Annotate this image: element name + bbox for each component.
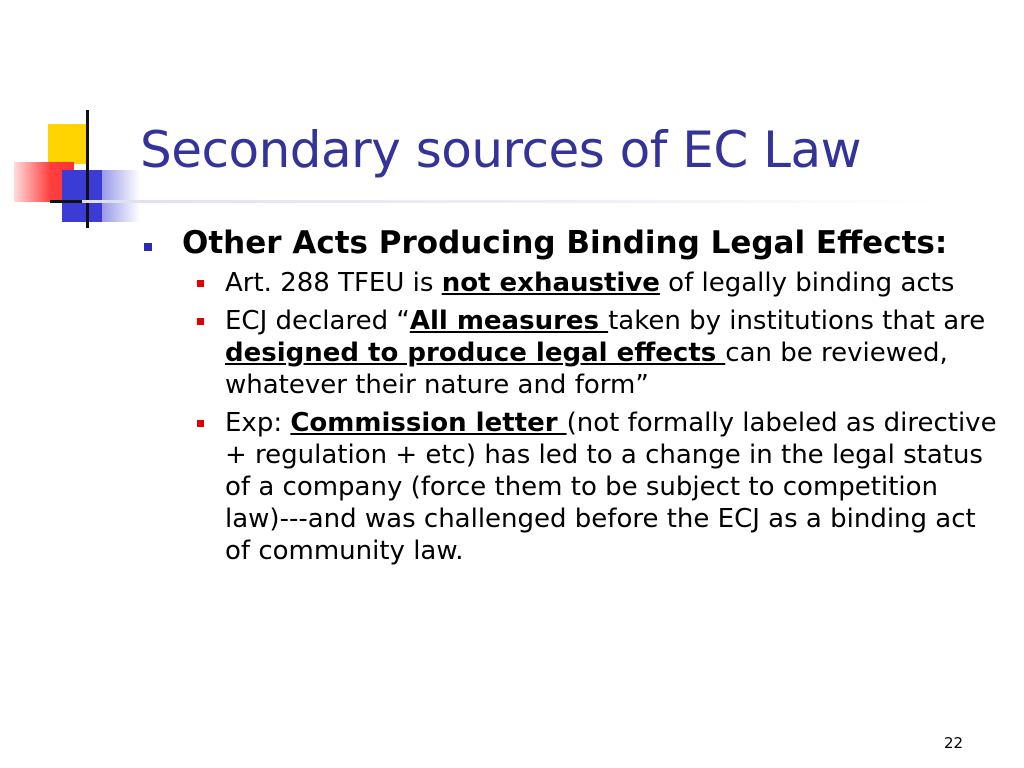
vertical-line xyxy=(86,110,89,228)
main-bullet-text: Other Acts Producing Binding Legal Effects: xyxy=(182,225,948,261)
sub-bullet-emphasis: not exhaustive xyxy=(441,268,660,298)
overlapping-squares-logo-icon xyxy=(0,0,150,240)
sub-bullet-text: Art. 288 TFEU is xyxy=(225,268,442,298)
square-bullet-icon xyxy=(197,280,204,287)
blue-square-fade xyxy=(100,170,140,222)
sub-bullet-item xyxy=(144,407,1004,567)
sub-bullet-item xyxy=(144,305,1004,401)
title-underline-rule xyxy=(82,200,942,203)
square-bullet-icon xyxy=(144,243,152,251)
yellow-square xyxy=(48,124,88,164)
square-bullet-icon xyxy=(197,420,204,427)
slide-body xyxy=(144,226,1004,573)
sub-bullet-text: taken by institutions that are xyxy=(608,306,986,336)
blue-square xyxy=(62,170,102,222)
slide-title: Secondary sources of EC Law xyxy=(140,121,862,179)
sub-bullet-text: Exp: xyxy=(225,408,291,438)
main-bullet-item xyxy=(144,226,1004,261)
sub-bullet-emphasis: designed to produce legal effects xyxy=(225,338,726,368)
sub-bullet-emphasis: Commission letter xyxy=(290,408,567,438)
square-bullet-icon xyxy=(197,318,204,325)
sub-bullet-text: (not formally labeled as directive + regulation + etc) has led to a change in the legal status of a company (force them to be subject to competition law)---and was challenged before the ECJ as a binding act of community law. xyxy=(225,408,997,566)
page-number: 22 xyxy=(944,734,964,752)
sub-bullet-text: ECJ declared “ xyxy=(225,306,410,336)
sub-bullet-list xyxy=(144,267,1004,567)
sub-bullet-emphasis: All measures xyxy=(409,306,609,336)
sub-bullet-item xyxy=(144,267,1004,299)
sub-bullet-text: can be reviewed, whatever their nature and form” xyxy=(225,338,948,400)
sub-bullet-text: of legally binding acts xyxy=(659,268,955,298)
